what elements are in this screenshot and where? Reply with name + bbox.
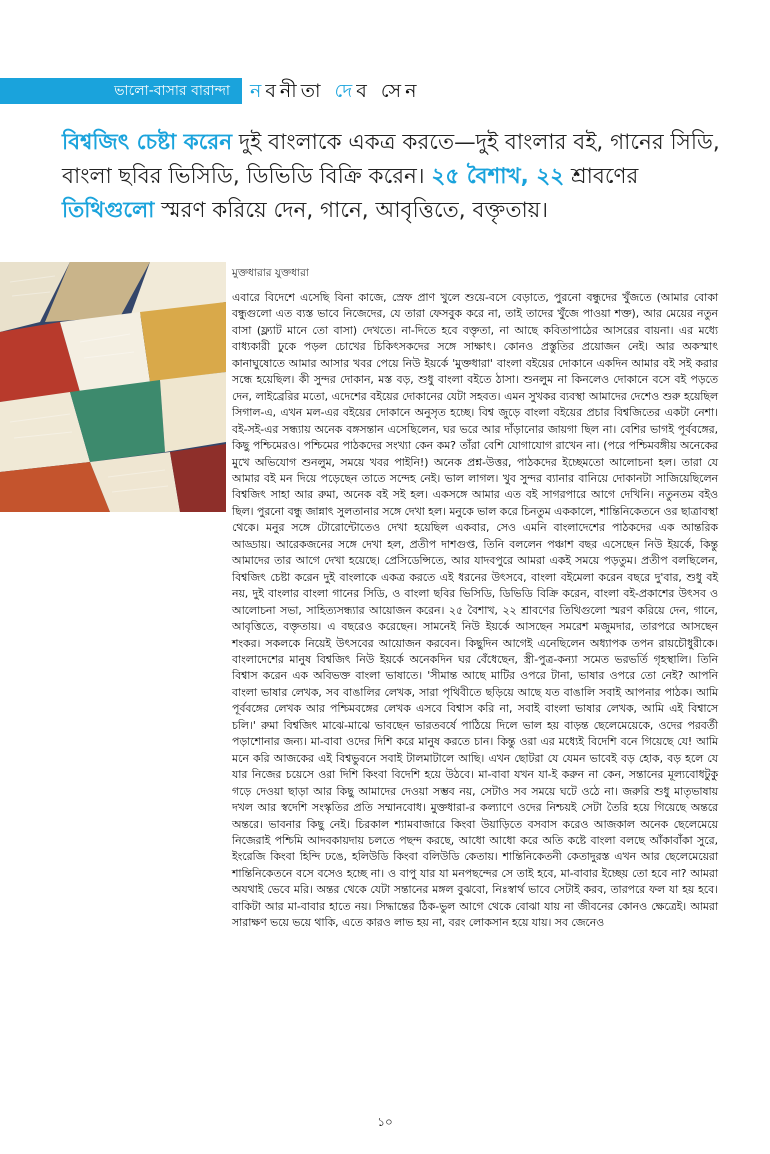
section-banner — [0, 78, 242, 104]
lead-text-1: দুই বাংলাকে একত্র করতে—দুই বাংলার বই, গানের সিডি, বাংলা ছবির ভিসিডি, ডিভিডি বিক্রি করেন। — [62, 130, 720, 189]
section-label: ভালো-বাসার বারান্দা — [114, 83, 230, 99]
lead-highlight-2: ২৫ বৈশাখ, ২২ — [431, 164, 565, 189]
page-number: ১০ — [377, 1115, 393, 1129]
article-body: এবারে বিদেশে এসেছি বিনা কাজে, স্রেফ প্রাণ খুলে শুয়ে-বসে বেড়াতে, পুরনো বন্ধুদের খুঁজতে (আমার বোকা বন্ধুগুলো এত ব্যস্ত ভাবে নিজেদের, যে তারা ফেসবুক করে না, তাই তাদের খুঁজে পাওয়া শক্ত), আর মেয়ের নতুন বাসা (ফ্ল্যাট মানে তো বাসা) দেখতে। না-দিতে হবে বক্তৃতা, না আছে কবিতাপাঠের আসরের বায়না। এর মধ্যে বাধ্যকারী ঢুকে পড়ল চোখের চিকিৎসকদের সঙ্গে সাক্ষাৎ। কোনও প্রস্তুতির প্রয়োজন নেই। আর অকস্মাৎ কানাঘুষোতে আমার আসার খবর পেয়ে নিউ ইয়র্কে 'মুক্তধারা' বাংলা বইয়ের দোকানে একদিন আমার বই সই করার সন্ধে হয়েছিল। কী সুন্দর দোকান, মস্ত বড়, শুধু বাংলা বইতে ঠাসা। শুনলুম না কিনলেও দোকানে বসে বই পড়তে দেন, লাইব্রেরির মতো, এদেশের বইয়ের দোকানের যেটা সহবত। এমন সুখকর ব্যবস্থা আমাদের দেশেও শুরু হয়েছিল সিগাল-এ, এখন মল-এর বইয়ের দোকানে অনুসৃত হচ্ছে। বিশ্ব জুড়ে বাংলা বইয়ের প্রচার বিশ্বজিতের একটা নেশা। বই-সই-এর সন্ধ্যায় অনেক বঙ্গসন্তান এসেছিলেন, ঘর ভরে আর দাঁড়ানোর জায়গা ছিল না। বেশির ভাগই পূর্ববঙ্গের, কিছু পশ্চিমেরও। পশ্চিমের পাঠকদের সংখ্যা কেন কম? তাঁরা বেশি যোগাযোগ রাখেন না। (পরে পশ্চিমবঙ্গীয় অনেকের মুখে অভিযোগ শুনলুম, সময়ে খবর পাইনি!) অনেক প্রশ্ন-উত্তর, পাঠকদের ইচ্ছেমতো আলোচনা হল। তারা যে আমার বই মন দিয়ে পড়েছেন তাতে সন্দেহ নেই। ভাল লাগল। খুব সুন্দর ব্যানার বানিয়ে দোকানটা সাজিয়েছিলেন বিশ্বজিৎ সাহা আর রুমা, অনেক বই সই হল। একসঙ্গে আমার এত বই সাগরপারে আগে দেখিনি। নতুনতম বইও ছিল। পুরনো বন্ধু জান্নাৎ সুলতানার সঙ্গে দেখা হল। মনুকে ভাল করে চিনতুম এককালে, শান্তিনিকেতনে ওর ছাত্রাবস্থা থেকে। মনুর সঙ্গে টোরোন্টোতেও দেখা হয়েছিল একবার, সেও এমনি বাংলাদেশের পাঠকদের এক আন্তরিক আড্ডায়। আরেকজনের সঙ্গে দেখা হল, প্রতীপ দাশগুপ্ত, তিনি বললেন পঞ্চাশ বছর এসেছেন নিউ ইয়র্কে, কিন্তু আমাদের তার আগে দেখা হয়েছে। প্রেসিডেন্সিতে, আর যাদবপুরে আমরা একই সময়ে পড়তুম। প্রতীপ বলছিলেন, বিশ্বজিৎ চেষ্টা করেন দুই বাংলাকে একত্র করতে এই ধরনের উৎসবে, বাংলা বইমেলা করেন বছরে দু'বার, শুধু বই নয়, দুই বাংলার বাংলা গানের সিডি, ও বাংলা ছবির ভিসিডি, ডিভিডি বিক্রি করেন, বাংলা বই-প্রকাশের উৎসব ও আলোচনা সভা, সাহিত্যসন্ধ্যার আয়োজন করেন। ২৫ বৈশাখ, ২২ শ্রাবণের তিথিগুলো স্মরণ করিয়ে দেন, গানে, আবৃত্তিতে, বক্তৃতায়। এ বছরেও করেছেন। সামনেই নিউ ইয়র্কে আসছেন সমরেশ মজুমদার, তারপরে আসছেন শংকর। সকলকে নিয়েই উৎসবের আয়োজন করবেন। কিছুদিন আগেই এনেছিলেন অধ্যাপক তপন রায়চৌধুরীকে। বাংলাদেশের মানুষ বিশ্বজিৎ নিউ ইয়র্কে অনেকদিন ঘর বেঁধেছেন, স্ত্রী-পুত্র-কন্যা সমেত ভরভর্তি গৃহস্থালি। তিনি বিশ্বাস করেন এক অবিভক্ত বাংলা ভাষাতে। 'সীমান্ত আছে মাটির ওপরে টানা, ভাষার ওপরে তো নেই? আপনি বাংলা ভাষার লেখক, সব বাঙালির লেখক, সারা পৃথিবীতে ছড়িয়ে আছে যত বাঙালি সবাই আপনার পাঠক। আমি পূর্ববঙ্গের লেখক আর পশ্চিমবঙ্গের লেখক এসবে বিশ্বাস করি না, সবাই বাংলা ভাষার লেখক, আমি এই বিশ্বাসে চলি।' রুমা বিশ্বজিৎ মাঝে-মাঝে ভাবছেন ভারতবর্ষে পাঠিয়ে দিলে ভাল হয় বাড়ন্ত ছেলেমেয়েকে, ওদের পরবর্তী পড়াশোনার জন্য। মা-বাবা ওদের দিশি করে মানুষ করতে চান। কিন্তু ওরা এর মধ্যেই বিদেশি বনে গিয়েছে যে! আমি মনে করি আজকের এই বিশ্বভুবনে সবাই টালমাটালে আছি। এখন ছোটরা যে যেমন ভাবেই বড় হোক, বড় হলে যে যার নিজের চয়েসে ওরা দিশি কিংবা বিদেশি হয়ে উঠবে। মা-বাবা যখন যা-ই করুন না কেন, সন্তানের মূল্যবোধটুকু গড়ে দেওয়া ছাড়া আর কিছু আমাদের দেওয়া সম্ভব নয়, সেটাও সব সময়ে ঘটে ওঠে না। জরুরি শুধু মাতৃভাষায় দখল আর স্বদেশি সংস্কৃতির প্রতি সম্মানবোধ। মুক্তধারা-র কল্যাণে ওদের নিশ্চয়ই সেটা তৈরি হয়ে গিয়েছে অন্তরে অন্তরে। ভাবনার কিছু নেই। চিরকাল শ্যামবাজারে কিংবা উয়াড়িতে বসবাস করেও আজকাল অনেক ছেলেমেয়ে নিজেরাই পশ্চিমি আদবকায়দায় চলতে পছন্দ করছে, আধো আধো করে অতি কষ্টে বাংলা বলছে আঁকাবাঁকা সুরে, ইংরেজি কিংবা হিন্দি ঢঙে, হলিউডি কিংবা বলিউডি কেতায়। শান্তিনিকেতনী কেতাদুরস্ত এখন আর ছেলেমেয়েরা শান্তিনিকেতনে বসে বসেও হচ্ছে না। ও বাপু যার যা মনপছন্দের সে তাই হবে, মা-বাবার ইচ্ছেয় তো হবে না? আমরা অযথাই ভেবে মরি। অন্তর থেকে যেটা সন্তানের মঙ্গল বুঝবো, নিঃস্বার্থ ভাবে সেটাই করব, তারপরে ফল যা হয় হবে। বাকিটা আর মা-বাবার হাতে নয়। সিদ্ধান্তের ঠিক-ভুল আগে থেকে বোঝা যায় না জীবনের কোনও ক্ষেত্রেই। আমরা সারাক্ষণ ভয়ে ভয়ে থাকি, এতে কারও লাভ হয় না, বরং লোকসান হয়ে যায়। সব জেনেও — [232, 291, 718, 930]
author-initial-2: দে — [334, 80, 357, 102]
lead-text-3: স্মরণ করিয়ে দেন, গানে, আবৃত্তিতে, বক্তৃতায়। — [154, 198, 549, 223]
author-part-2: ব সেন — [356, 80, 421, 102]
lead-highlight-3: তিথিগুলো — [62, 198, 155, 223]
lead-highlight-1: বিশ্বজিৎ চেষ্টা করেন — [62, 130, 233, 155]
article-title: মুক্তধারার যুক্তধারা — [232, 267, 309, 279]
author-name — [250, 76, 420, 106]
books-illustration — [0, 262, 226, 512]
author-part-1: বনীতা — [265, 80, 335, 102]
books-photo — [0, 262, 226, 512]
author-initial-1: ন — [250, 80, 266, 102]
lead-paragraph — [62, 126, 722, 228]
lead-text-2: শ্রাবণের — [564, 164, 639, 189]
